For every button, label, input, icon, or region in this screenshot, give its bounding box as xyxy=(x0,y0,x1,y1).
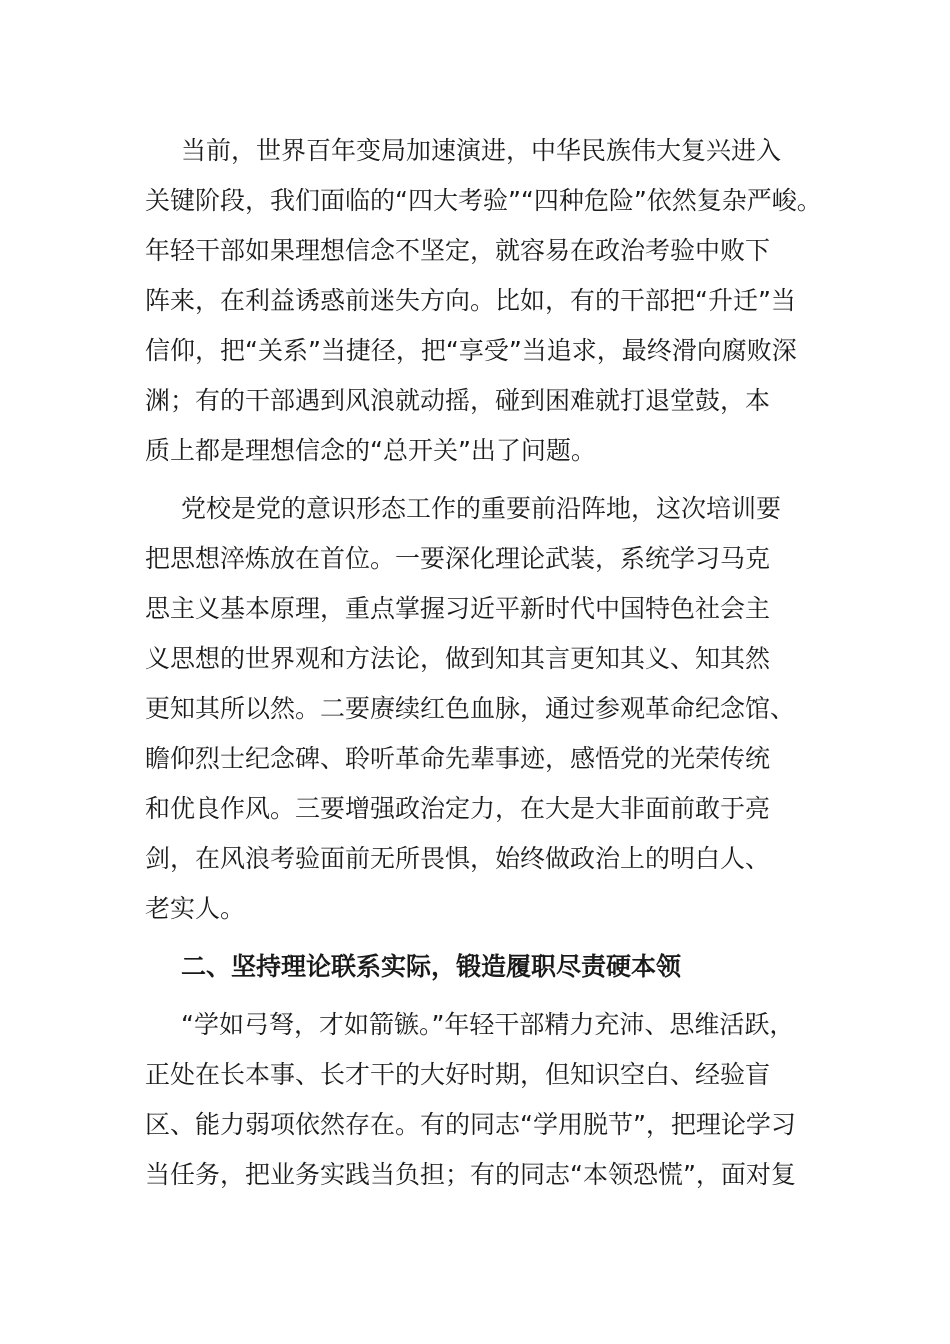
text-line: 义思想的世界观和方法论，做到知其言更知其义、知其然 xyxy=(145,644,771,673)
text-line: 渊；有的干部遇到风浪就动摇，碰到困难就打退堂鼓，本 xyxy=(145,386,771,415)
text-line: “学如弓弩，才如箭镞。”年轻干部精力充沛、思维活跃， xyxy=(181,1010,795,1039)
text-line: 把思想淬炼放在首位。一要深化理论武装，系统学习马克 xyxy=(145,544,771,573)
text-line: 瞻仰烈士纪念碑、聆听革命先辈事迹，感悟党的光荣传统 xyxy=(145,744,771,773)
text-line: 年轻干部如果理想信念不坚定，就容易在政治考验中败下 xyxy=(145,236,771,265)
paragraph-2 xyxy=(145,484,815,934)
text-line: 当前，世界百年变局加速演进，中华民族伟大复兴进入 xyxy=(181,136,782,165)
paragraph-3 xyxy=(145,1000,815,1200)
document-body xyxy=(145,126,822,1208)
text-line: 思主义基本原理，重点掌握习近平新时代中国特色社会主 xyxy=(145,594,771,623)
heading-text: 二、坚持理论联系实际，锻造履职尽责硬本领 xyxy=(181,952,682,981)
text-line: 关键阶段，我们面临的“四大考验”“四种危险”依然复杂严峻。 xyxy=(145,186,822,215)
text-line: 党校是党的意识形态工作的重要前沿阵地，这次培训要 xyxy=(181,494,782,523)
text-line: 当任务，把业务实践当负担；有的同志“本领恐慌”，面对复 xyxy=(145,1160,796,1189)
text-line: 正处在长本事、长才干的大好时期，但知识空白、经验盲 xyxy=(145,1060,771,1089)
text-line: 质上都是理想信念的“总开关”出了问题。 xyxy=(145,436,596,465)
text-line: 和优良作风。三要增强政治定力，在大是大非面前敢于亮 xyxy=(145,794,771,823)
text-line: 更知其所以然。二要赓续红色血脉，通过参观革命纪念馆、 xyxy=(145,694,796,723)
text-line: 老实人。 xyxy=(145,894,246,923)
text-line: 剑，在风浪考验面前无所畏惧，始终做政治上的明白人、 xyxy=(145,844,771,873)
text-line: 区、能力弱项依然存在。有的同志“学用脱节”，把理论学习 xyxy=(145,1110,796,1139)
paragraph-1 xyxy=(145,126,822,476)
text-line: 阵来，在利益诱惑前迷失方向。比如，有的干部把“升迁”当 xyxy=(145,286,796,315)
section-heading xyxy=(145,942,815,992)
text-line: 信仰，把“关系”当捷径，把“享受”当追求，最终滑向腐败深 xyxy=(145,336,797,365)
